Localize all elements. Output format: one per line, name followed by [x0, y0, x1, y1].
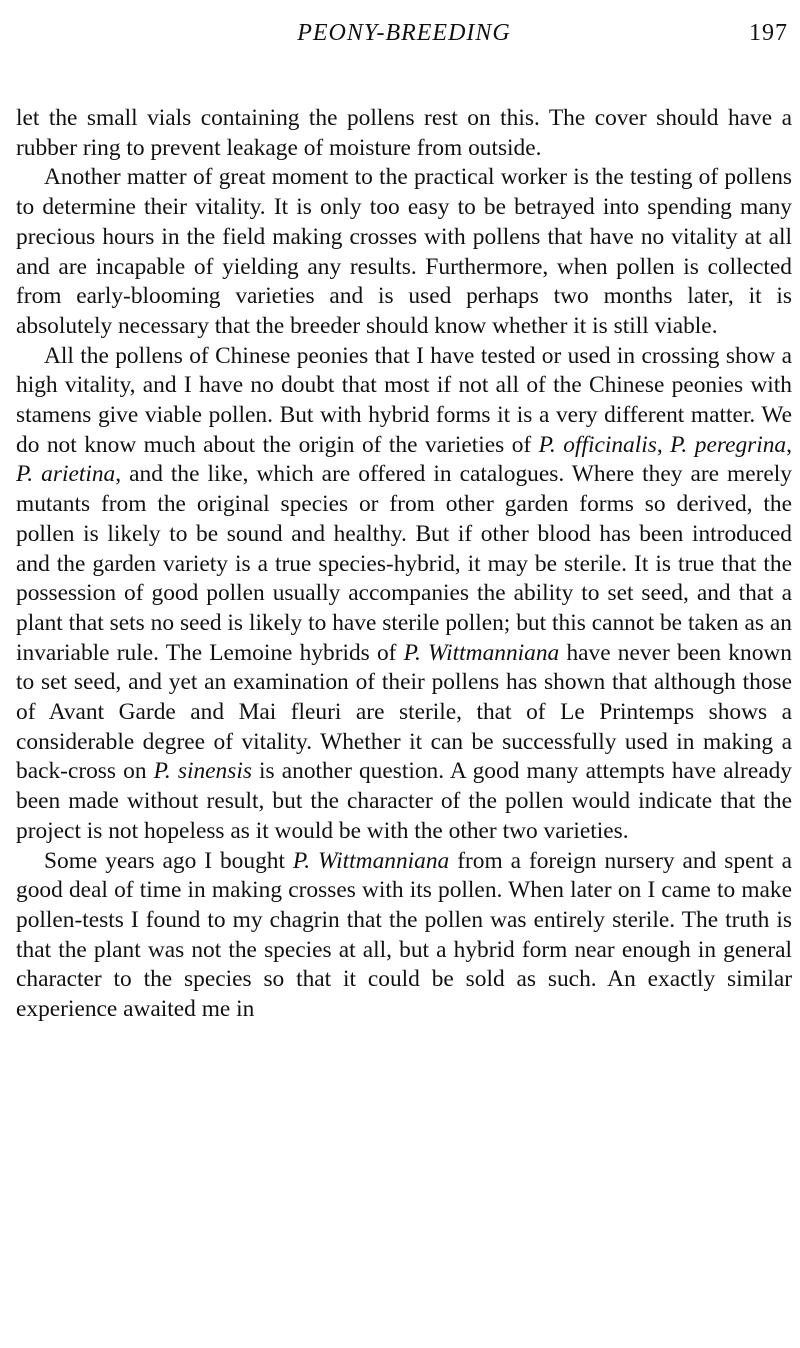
text-run: , — [656, 431, 671, 458]
paragraph — [16, 104, 792, 163]
text-run: Another matter of great moment to the practical worker is the testing of pollens to determine their vitality. It is only too easy to be betrayed into spending many precious hours in the field making crosses with pollens that have no vitality at all and are incapable of yielding any results. Furthermore, when pollen is collected from early-blooming varieties and is used perhaps two months later, it is absolutely necessary that the breeder should know whether it is still viable. — [16, 164, 792, 339]
paragraph — [16, 163, 792, 341]
paragraph — [16, 847, 792, 1025]
text-run: , — [786, 431, 792, 458]
italic-species-name: P. sinensis — [153, 758, 252, 785]
text-run: let the small vials containing the pollens rest on this. The cover should have a rubber ring to prevent leakage of moisture from outside. — [16, 105, 792, 161]
running-head — [16, 20, 792, 64]
italic-species-name: P. officinalis — [538, 431, 657, 458]
text-run: from a foreign nursery and spent a good deal of time in making crosses with its pollen. When later on I came to make pollen-tests I found to my chagrin that the pollen was entirely sterile. The truth is that the plant was not the species at all, but a hybrid form near enough in general character to the species so that it could be sold as such. An exactly similar experience awaited me in — [16, 847, 792, 1023]
text-run: , and the like, which are offered in catalogues. Where they are merely mutants from the original species or from other garden forms so derived, the pollen is likely to be sound and healthy. But if other blood has been introduced and the garden variety is a true species-hybrid, it may be sterile. It is true that the possession of good pollen usually accompanies the ability to set seed, and that a plant that sets no seed is likely to have sterile pollen; but this cannot be taken as an invariable rule. The Lemoine hybrids of — [16, 461, 792, 666]
text-run: All the pollens of Chinese peonies that I have tested or used in crossing show a high vitality, and I have no doubt that most if not all of the Chinese peonies with stamens give viable pollen. But with hybrid forms it is a very different matter. We do not know much about the origin of the varieties of — [16, 342, 792, 458]
page-number: 197 — [749, 20, 788, 46]
italic-species-name: P. Wittmanniana — [403, 639, 560, 666]
body-text — [16, 104, 792, 1025]
italic-species-name: P. arietina — [16, 461, 116, 488]
italic-species-name: P. Wittmanniana — [292, 847, 450, 874]
paragraph — [16, 342, 792, 847]
text-run: have never been known to set seed, and yet an examination of their pollens has shown that although those of Avant Garde and Mai fleuri are sterile, that of Le Printemps shows a considerable degree of vitality. Whether it can be successfully used in making a back-cross on — [16, 639, 792, 785]
running-title: PEONY-BREEDING — [297, 20, 511, 46]
text-run: Some years ago I bought — [44, 847, 293, 874]
text-run: is another question. A good many attempts have already been made without result, but the character of the pollen would indicate that the project is not hopeless as it would be with the other two varieties. — [16, 758, 793, 844]
italic-species-name: P. peregrina — [670, 431, 787, 458]
